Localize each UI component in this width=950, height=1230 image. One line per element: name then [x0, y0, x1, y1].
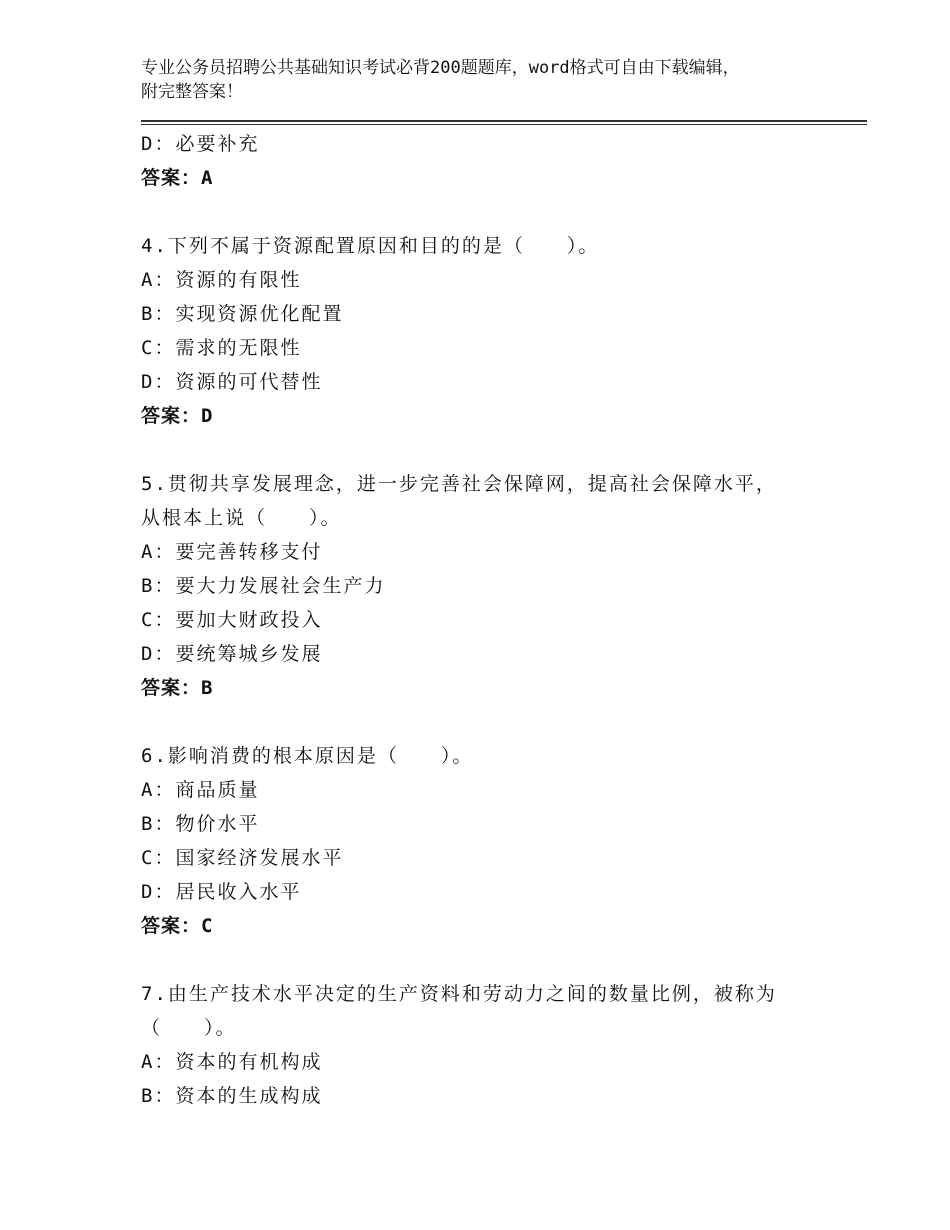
q6-option-b: B：物价水平: [141, 813, 260, 835]
q3-answer: 答案：A: [141, 167, 214, 189]
header-rule-thin: [141, 124, 867, 125]
question-content: [141, 127, 841, 1113]
spacer: [141, 943, 841, 977]
q7-option-a: A：资本的有机构成: [141, 1051, 323, 1073]
q4-option-c: C：需求的无限性: [141, 337, 302, 359]
q4-answer: 答案：D: [141, 405, 214, 427]
q7-stem-line-2: （ ）。: [141, 1017, 237, 1039]
q6-answer: 答案：C: [141, 915, 214, 937]
q6-stem: 6.影响消费的根本原因是（ ）。: [141, 745, 474, 767]
q5-option-d: D：要统筹城乡发展: [141, 643, 323, 665]
q3-option-d: D：必要补充: [141, 133, 260, 155]
q6-option-d: D：居民收入水平: [141, 881, 302, 903]
q5-option-a: A：要完善转移支付: [141, 541, 323, 563]
q7-stem-line-1: 7.由生产技术水平决定的生产资料和劳动力之间的数量比例，被称为: [141, 983, 777, 1005]
header-line-1: 专业公务员招聘公共基础知识考试必背200题题库，word格式可自由下载编辑，: [141, 58, 740, 78]
spacer: [141, 433, 841, 467]
q4-option-d: D：资源的可代替性: [141, 371, 323, 393]
q7-option-b: B：资本的生成构成: [141, 1085, 323, 1107]
q6-option-c: C：国家经济发展水平: [141, 847, 344, 869]
q6-option-a: A：商品质量: [141, 779, 260, 801]
q5-option-b: B：要大力发展社会生产力: [141, 575, 386, 597]
q5-answer: 答案：B: [141, 677, 214, 699]
spacer: [141, 705, 841, 739]
q5-option-c: C：要加大财政投入: [141, 609, 323, 631]
q5-stem-line-1: 5.贯彻共享发展理念，进一步完善社会保障网，提高社会保障水平，: [141, 473, 777, 495]
q4-stem: 4.下列不属于资源配置原因和目的的是（ ）。: [141, 235, 600, 257]
q5-stem-line-2: 从根本上说（ ）。: [141, 507, 342, 529]
q4-option-b: B：实现资源优化配置: [141, 303, 344, 325]
spacer: [141, 195, 841, 229]
document-header: [141, 56, 841, 104]
header-rule-thick: [141, 120, 867, 122]
header-line-2: 附完整答案！: [141, 82, 243, 102]
q4-option-a: A：资源的有限性: [141, 269, 302, 291]
